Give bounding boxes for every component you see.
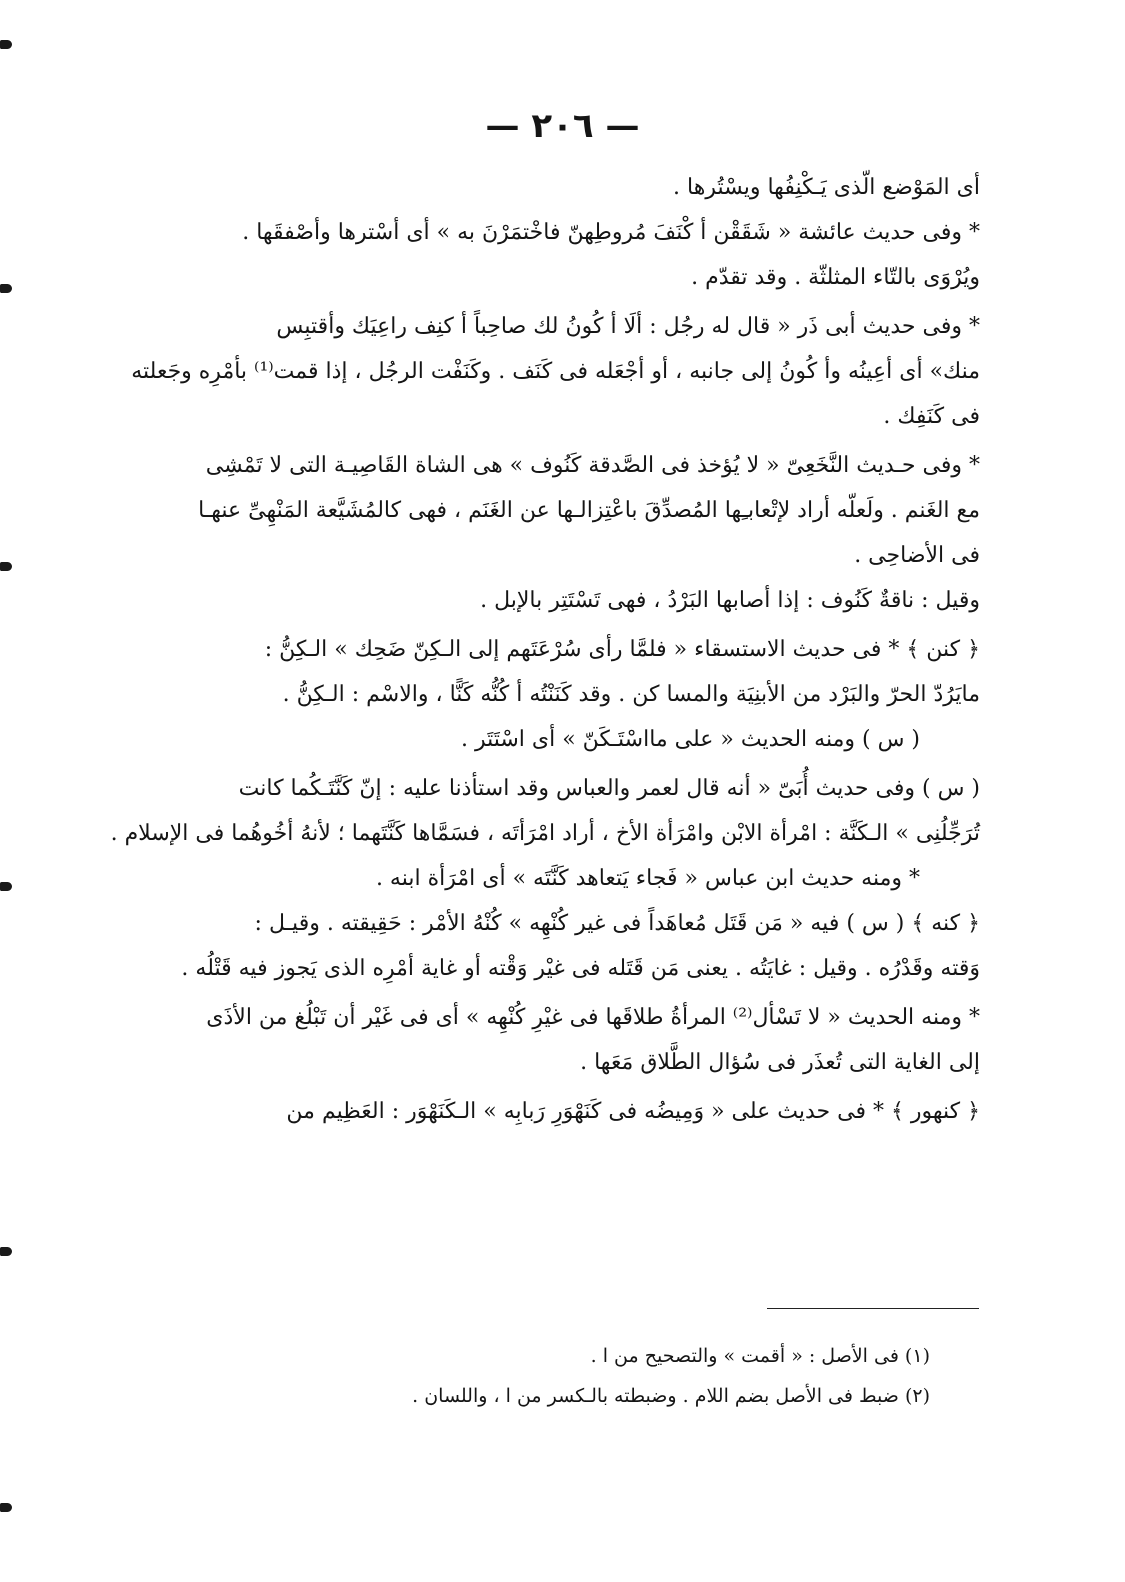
entry-headword-line: ﴿ كنه ﴾ ( س ) فيه « مَن قَتَل مُعاهَداً فى غير كُنْهِه » كُنْهُ الأمْر : حَقِيقته . وقيـل : [254,911,980,936]
text-line: * ومنه الحديث « لا تَسْأل⁽²⁾ المرأةُ طلاقَها فى غيْرِ كُنْهِه » أى فى غَيْر أن تَبْلُغ من الأذَى [206,1005,980,1030]
text-line: مع الغَنم . ولَعلّه أراد لإتْعابـِها المُصدِّقَ باعْتِزالـها عن الغَنَم ، فهى كالمُشَيَّعة المَنْهِىِّ عنهـا [198,498,980,523]
entry-headword-line: ﴿ كنهور ﴾ * فى حديث على « وَمِيضُه فى كَنَهْوَرِ رَبابِه » الـكَنَهْوَر : العَظِيم من [286,1099,980,1124]
text-line: * وفى حديث عائشة « شَقَقْن أ كْنَفَ مُروطِهنّ فاخْتمَرْنَ به » أى أسْترها وأصْفقَها . [242,220,980,245]
margin-mark [0,882,12,891]
margin-mark [0,562,12,571]
margin-mark [0,40,12,49]
text-line: فى كَنَفِك . [883,404,980,429]
text-line: إلى الغاية التى تُعذَر فى سُؤال الطَّلاق مَعَها . [580,1050,980,1075]
text-line: * وفى حديث أبى ذَر « قال له رجُل : ألَا أ كُونُ لك صاحِباً أ كنِف راعِيَك وأقتبِس [276,314,980,339]
page-number: — ٢٠٦ — [485,106,640,146]
text-line: ( س ) وفى حديث أُبَىّ « أنه قال لعمر والعباس وقد استأذنا عليه : إنّ كَنَّتَـكُما كانت [238,776,980,801]
text-line: وَقته وقَدْرُه . وقيل : غايَتُه . يعنى مَن قَتَله فى غيْر وَقْته أو غاية أمْرِه الذى يَجوز فيه قَتْلُه . [181,956,980,981]
margin-mark [0,1503,12,1512]
text-line: ويُرْوَى بالتّاء المثلثّة . وقد تقدّم . [691,265,980,290]
text-line: مايَرُدّ الحرّ والبَرْد من الأبنِيَة والمسا كن . وقد كَنَنْتُه أ كُنُّه كَنًّا ، والاسْم : الـكِنُّ . [282,682,980,707]
footnotes [200,1336,930,1416]
text-line: * وفى حـديث النَّخَعِىّ « لا يُؤخذ فى الصَّدقة كَنُوف » هى الشاة القَاصِيـة التى لا تَمْشِى [205,453,980,478]
margin-mark [0,1247,12,1256]
text-line: منك» أى أعِينُه وأ كُونُ إلى جانبه ، أو أجْعَله فى كَنَف . وكَنَفْت الرجُل ، إذا قمت⁽¹⁾ بأمْرِه وجَعلته [131,359,980,384]
text-line: فى الأضاحِى . [854,543,980,568]
text-line: أى المَوْضع الّذى يَـكْنِفُها ويسْتُرها . [673,175,980,200]
text-line: ( س ) ومنه الحديث « على مااسْتَـكَنّ » أى اسْتَتَر . [460,727,920,752]
footnote: (٢) ضبط فى الأصل بضم اللام . وضبطته بالـكسر من ا ، واللسان . [412,1385,930,1407]
body-text [110,165,980,1134]
footnote: (١) فى الأصل : « أقمت » والتصحيح من ا . [590,1345,930,1367]
text-line: تُرَجِّلُنِى » الـكَنَّة : امْرأة الابْن وامْرَأة الأخ ، أراد امْرَأتَه ، فسَمَّاها كَنَّتَهما ؛ لأنهُ أخُوهُما فى الإسلام . [110,821,980,846]
entry-headword-line: ﴿ كنن ﴾ * فى حديث الاستسقاء « فلمَّا رأى سُرْعَتَهم إلى الـكِنّ ضَحِك » الـكِنُّ : [264,637,980,662]
text-line: وقيل : ناقةٌ كَنُوف : إذا أصابها البَرْدُ ، فهى تَسْتَتِر بالإبل . [480,588,980,613]
footnote-divider [767,1308,979,1309]
margin-mark [0,284,12,293]
text-line: * ومنه حديث ابن عباس « فَجاء يَتعاهد كَنَّتَه » أى امْرَأة ابنه . [375,866,920,891]
